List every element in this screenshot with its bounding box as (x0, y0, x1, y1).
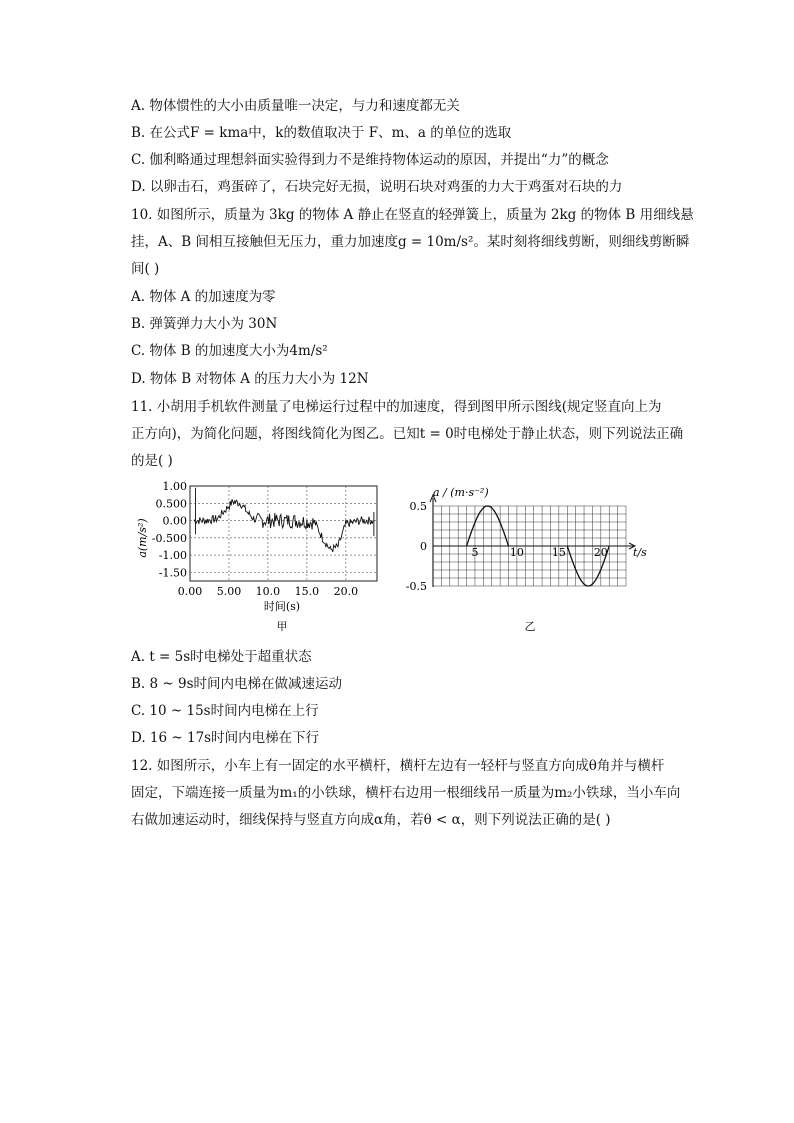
chart-yi-xtick-label: 10 (509, 546, 524, 559)
chart-yi-ytick-label: -0.5 (405, 580, 427, 593)
chart-yi (400, 484, 655, 644)
q10-option-d: D. 物体 B 对物体 A 的压力大小为 12N (131, 371, 369, 387)
chart-yi-xlabel: t/s (633, 546, 647, 559)
chart-jia-yticks (152, 480, 187, 579)
chart-jia-ytick-label: -1.00 (158, 549, 187, 563)
q11-stem-line3: 的是( ) (131, 453, 173, 469)
q11-option-b: B. 8 ~ 9s时间内电梯在做减速运动 (131, 676, 343, 692)
q12-stem-line1: 12. 如图所示，小车上有一固定的水平横杆，横杆左边有一轻杆与竖直方向成θ角并与横杆 (131, 758, 665, 774)
chart-yi-ylabel: a / (m·s⁻²) (433, 486, 489, 499)
chart-jia-xticks (178, 585, 358, 598)
chart-jia-series (194, 499, 373, 552)
q11-stem-line2: 正方向)，为简化问题，将图线简化为图乙。已知t = 0时电梯处于静止状态，则下列说法正确 (131, 426, 684, 442)
chart-jia-xtick-label: 20.0 (333, 585, 359, 598)
chart-yi-xtick-label: 20 (593, 546, 608, 559)
q10-stem-line1: 10. 如图所示，质量为 3kg 的物体 A 静止在竖直的轻弹簧上，质量为 2kg 的物体 B 用细线悬 (131, 207, 694, 223)
q10-stem-line2: 挂，A、B 间相互接触但无压力，重力加速度g = 10m/s²。某时刻将细线剪断，则细线剪断瞬 (131, 234, 690, 250)
chart-jia-ytick-label: -0.500 (151, 531, 187, 545)
chart-yi-yticks (406, 500, 427, 593)
chart-jia-ylabel: a(m/s²) (136, 518, 149, 558)
chart-yi-caption: 乙 (524, 620, 536, 633)
chart-jia-grid (190, 486, 377, 581)
q11-option-a: A. t = 5s时电梯处于超重状态 (131, 649, 312, 665)
q11-option-c: C. 10 ~ 15s时间内电梯在上行 (131, 703, 319, 719)
q9-option-d: D. 以卵击石，鸡蛋碎了，石块完好无损，说明石块对鸡蛋的力大于鸡蛋对石块的力 (131, 179, 623, 195)
q9-option-c: C. 伽利略通过理想斜面实验得到力不是维持物体运动的原因，并提出“力”的概念 (131, 152, 609, 168)
chart-jia-ytick-label: 1.00 (162, 480, 187, 493)
chart-jia-ytick-label: -1.50 (158, 566, 187, 580)
q10-option-a: A. 物体 A 的加速度为零 (131, 289, 276, 305)
chart-yi-grid (430, 495, 635, 586)
chart-jia-xtick-label: 0.00 (177, 585, 203, 598)
q12-stem-line3: 右做加速运动时，细线保持与竖直方向成α角，若θ < α，则下列说法正确的是( ) (131, 812, 611, 828)
q10-stem-line3: 间( ) (131, 261, 160, 277)
q9-option-a: A. 物体惯性的大小由质量唯一决定，与力和速度都无关 (131, 98, 460, 114)
chart-yi-ytick-label: 0.5 (409, 500, 427, 513)
q9-option-b: B. 在公式F = kma中，k的数值取决于 F、m、a 的单位的选取 (131, 125, 512, 141)
q11-option-d: D. 16 ~ 17s时间内电梯在下行 (131, 730, 320, 746)
q10-option-b: B. 弹簧弹力大小为 30N (131, 316, 278, 332)
chart-yi-xtick-label: 15 (551, 546, 566, 559)
chart-jia-ytick-label: 0.500 (155, 497, 187, 511)
q12-stem-line2: 固定，下端连接一质量为m₁的小铁球，横杆右边用一根细线吊一质量为m₂小铁球，当小车向 (131, 785, 681, 801)
chart-yi-xtick-label: 5 (471, 546, 479, 559)
chart-jia-frame (190, 486, 377, 581)
chart-jia-caption: 甲 (276, 620, 288, 633)
chart-jia (128, 478, 388, 638)
chart-jia-xtick-label: 15.0 (294, 585, 320, 598)
q10-option-c: C. 物体 B 的加速度大小为4m/s² (131, 343, 328, 359)
chart-jia-ytick-label: 0.00 (162, 514, 187, 528)
chart-jia-xtick-label: 10.0 (255, 585, 281, 598)
chart-yi-ytick-label: 0 (420, 540, 427, 553)
q11-stem-line1: 11. 小胡用手机软件测量了电梯运行过程中的加速度，得到图甲所示图线(规定竖直向上为 (131, 399, 662, 415)
chart-jia-xtick-label: 5.00 (216, 585, 242, 598)
chart-jia-xlabel: 时间(s) (263, 600, 301, 613)
